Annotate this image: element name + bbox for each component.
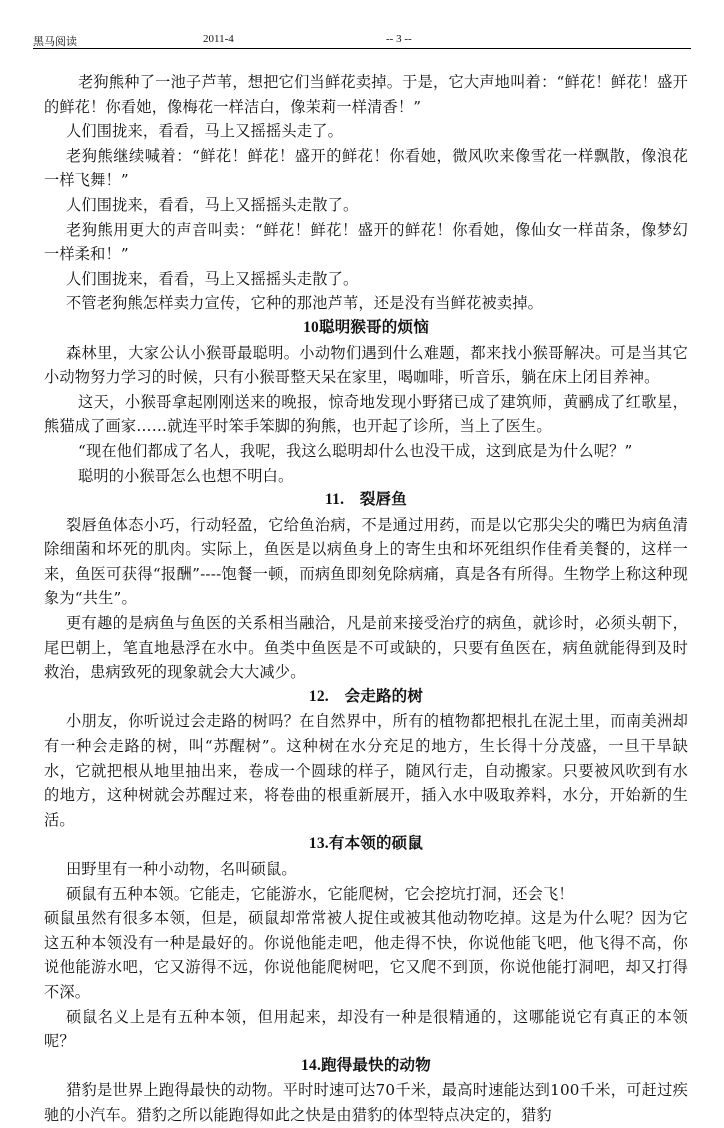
paragraph: 人们围拢来，看看，马上又摇摇头走散了。	[66, 269, 359, 288]
paragraph: 猎豹是世界上跑得最快的动物。平时时速可达70千米，最高时速能达到100千米，可赶过疾驰的小汽车。猎豹之所以能跑得如此之快是由猎豹的体型特点决定的，猎豹	[44, 1081, 688, 1124]
paragraph: 森林里，大家公认小猴哥最聪明。小动物们遇到什么难题，都来找小猴哥解决。可是当其它小动物努力学习的时候，只有小猴哥整天呆在家里，喝咖啡，听音乐，躺在床上闭目养神。	[44, 343, 688, 387]
paragraph: 硕鼠名义上是有五种本领，但用起来，却没有一种是很精通的，这哪能说它有真正的本领呢？	[44, 1007, 688, 1051]
paragraph: 不管老狗熊怎样卖力宣传，它种的那池芦苇，还是没有当鲜花被卖掉。	[66, 294, 544, 313]
paragraph: 老狗熊种了一池子芦苇，想把它们当鲜花卖掉。于是，它大声地叫着：“鲜花！鲜花！盛开的鲜花！你看她，像梅花一样洁白，像茉莉一样清香！”	[44, 73, 688, 116]
paragraph: 硕鼠有五种本领。它能走，它能游水，它能爬树，它会挖坑打洞，还会飞！	[66, 884, 574, 903]
paragraph: 聪明的小猴哥怎么也想不明白。	[78, 466, 294, 485]
paragraph: 更有趣的是病鱼与鱼医的关系相当融洽，凡是前来接受治疗的病鱼，就诊时，必须头朝下，尾巴朝上，笔直地悬浮在水中。鱼类中鱼医是不可或缺的，只要有鱼医在，病鱼就能得到及时救治，患病致死的现象就会大大减少。	[44, 614, 688, 682]
paragraph: 老狗熊继续喊着：“鲜花！鲜花！盛开的鲜花！你看她，微风吹来像雪花一样飘散，像浪花一样飞舞！”	[44, 146, 688, 190]
header-rule	[33, 48, 691, 49]
paragraph: 这天，小猴哥拿起刚刚送来的晚报，惊奇地发现小野猪已成了建筑师，黄鹂成了红歌星，熊猫成了画家……就连平时笨手笨脚的狗熊，也开起了诊所，当上了医生。	[44, 392, 688, 436]
paragraph: 硕鼠虽然有很多本领，但是，硕鼠却常常被人捉住或被其他动物吃掉。这是为什么呢？因为它这五种本领没有一种是最好的。你说他能走吧，他走得不快，你说他能飞吧，他飞得不高，你说他能游水吧，它又游得不远，你说他能爬树吧，它又爬不到顶，你说他能打洞吧，却又打得不深。	[44, 909, 688, 1001]
paragraph: “现在他们都成了名人，我呢，我这么聪明却什么也没干成，这到底是为什么呢？”	[78, 441, 633, 460]
section-heading-10: 10聪明猴哥的烦恼	[303, 318, 429, 336]
document-body	[44, 70, 688, 1128]
section-heading-13: 13.有本领的硕鼠	[308, 835, 424, 853]
paragraph: 老狗熊用更大的声音叫卖：“鲜花！鲜花！盛开的鲜花！你看她，像仙女一样苗条，像梦幻一样柔和！”	[44, 220, 688, 264]
page-number: -- 3 --	[386, 33, 412, 45]
page-header	[33, 33, 691, 49]
paragraph: 裂唇鱼体态小巧，行动轻盈，它给鱼治病，不是通过用药，而是以它那尖尖的嘴巴为病鱼清除细菌和坏死的肌肉。实际上，鱼医是以病鱼身上的寄生虫和坏死组织作佳肴美餐的，这样一来，鱼医可获得“报酬”----饱餐一顿，而病鱼即刻免除病痛，真是各有所得。生物学上称这种现象为“共生”。	[44, 515, 688, 608]
header-title: 黑马阅读	[33, 36, 77, 48]
paragraph: 人们围拢来，看看，马上又摇摇头走了。	[66, 122, 343, 141]
section-heading-14: 14.跑得最快的动物	[301, 1056, 431, 1074]
paragraph: 人们围拢来，看看，马上又摇摇头走散了。	[66, 195, 359, 214]
section-heading-12: 12. 会走路的树	[308, 687, 424, 705]
paragraph: 小朋友，你听说过会走路的树吗？在自然界中，所有的植物都把根扎在泥土里，而南美洲却有一种会走路的树，叫“苏醒树”。这种树在水分充足的地方，生长得十分茂盛，一旦干旱缺水，它就把根从地里抽出来，卷成一个圆球的样子，随风行走，自动搬家。只要被风吹到有水的地方，这种树就会苏醒过来，将卷曲的根重新展开，插入水中吸取养料，水分，开始新的生活。	[44, 712, 688, 829]
header-date: 2011-4	[203, 33, 234, 45]
section-heading-11: 11. 裂唇鱼	[325, 491, 407, 509]
paragraph: 田野里有一种小动物，名叫硕鼠。	[66, 860, 297, 878]
